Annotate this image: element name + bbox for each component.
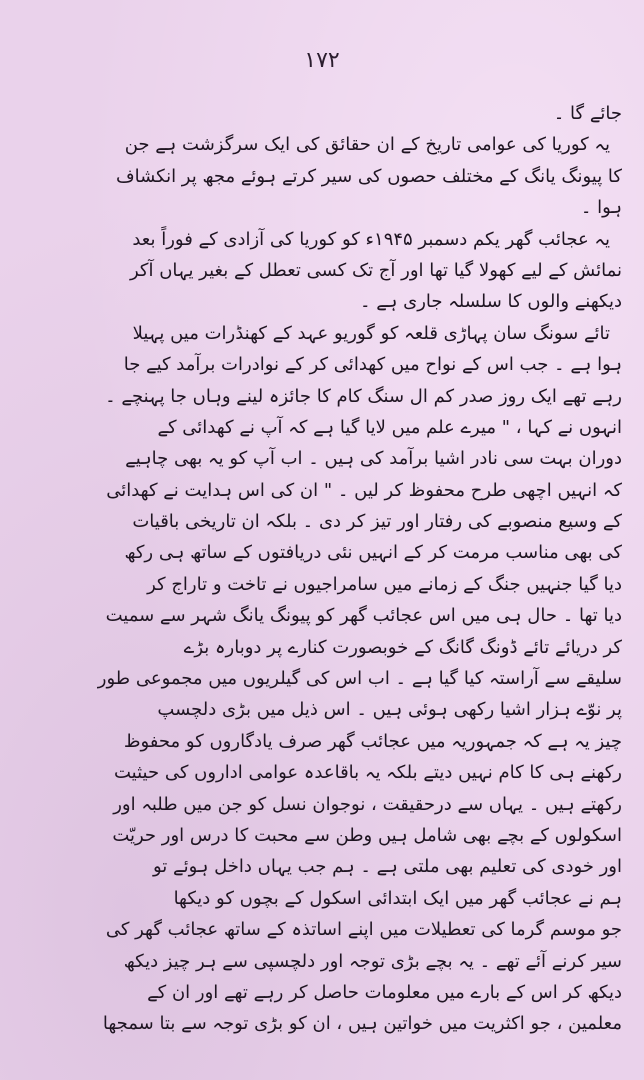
text-line: رکھتے ہیں ۔ یہاں سے درحقیقت ، نوجوان نسل کو جن میں طلبہ اور [113, 793, 622, 815]
text-line: کر دریائے تائے ڈونگ گانگ کے خوبصورت کنارے پر دوبارہ بڑے [183, 636, 622, 658]
text-line: معلمین ، جو اکثریت میں خواتین ہیں ، ان کو بڑی توجہ سے بتا سمجھا [102, 1013, 622, 1035]
text-line: کہ انہیں اچھی طرح محفوظ کر لیں ۔ " ان کی اس ہدایت نے کھدائی [106, 479, 622, 501]
text-line: دیا تھا ۔ حال ہی میں اس عجائب گھر کو پیونگ یانگ شہر سے سمیت [105, 605, 622, 627]
text-line: پر نوّے ہزار اشیا رکھی ہوئی ہیں ۔ اس ذیل میں بڑی دلچسپ [157, 699, 622, 721]
text-line: دوران بہت سی نادر اشیا برآمد کی ہیں ۔ اب آپ کو یہ بھی چاہیے [125, 448, 622, 470]
text-line: کا پیونگ یانگ کے مختلف حصوں کی سیر کرتے ہوئے مجھ پر انکشاف [115, 165, 622, 187]
text-line: کی بھی مناسب مرمت کر کے انہیں نئی دریافتوں کے ساتھ ہی رکھ [124, 542, 622, 564]
text-line: جو موسم گرما کی تعطیلات میں اپنے اساتذہ کے ساتھ عجائب گھر کی [105, 919, 622, 941]
text-line: سلیقے سے آراستہ کیا گیا ہے ۔ اب اس کی گیلریوں میں مجموعی طور [97, 668, 622, 690]
text-line: دیکھ کر اس کے بارے میں معلومات حاصل کر رہے تھے اور ان کے [147, 981, 622, 1003]
page-number: ۱۷۲ [304, 48, 340, 73]
text-line: دیا گیا جنہیں جنگ کے زمانے میں سامراجیوں نے تاخت و تاراج کر [147, 573, 622, 595]
text-line: ہم نے عجائب گھر میں ایک ابتدائی اسکول کے بچوں کو دیکھا [173, 887, 622, 909]
text-line: ہوا ہے ۔ جب اس کے نواح میں کھدائی کر کے نوادرات برآمد کیے جا [123, 354, 622, 376]
text-line: رہے تھے ایک روز صدر کم ال سنگ کام کا جائزہ لینے وہاں جا پہنچے ۔ [105, 385, 622, 407]
text-line: سیر کرنے آئے تھے ۔ یہ بچے بڑی توجہ اور دلچسپی سے ہر چیز دیکھ [123, 950, 622, 972]
text-line: رکھنے ہی کا کام نہیں دیتے بلکہ یہ باقاعدہ عوامی اداروں کی حیثیت [114, 762, 622, 784]
text-line: جائے گا ۔ [553, 103, 622, 124]
text-line: تائے سونگ سان پہاڑی قلعہ کو گوریو عہد کے کھنڈرات میں پہیلا [132, 322, 610, 344]
text-line: دیکھنے والوں کا سلسلہ جاری ہے ۔ [360, 291, 622, 313]
body-text [22, 98, 622, 1040]
text-line: چیز یہ ہے کہ جمہوریہ میں عجائب گھر صرف یادگاروں کو محفوظ [123, 730, 622, 752]
text-line: اسکولوں کے بچے بھی شامل ہیں وطن سے محبت کا درس اور حریّت [112, 824, 622, 846]
text-line: یہ کوریا کی عوامی تاریخ کے ان حقائق کی ایک سرگزشت ہے جن [124, 134, 610, 156]
text-line: نمائش کے لیے کھولا گیا تھا اور آج تک کسی تعطل کے بغیر یہاں آکر [129, 259, 622, 281]
text-line: کے وسیع منصوبے کی رفتار اور تیز کر دی ۔ بلکہ ان تاریخی باقیات [132, 511, 622, 533]
text-line: ہوا ۔ [580, 197, 622, 219]
text-line: انہوں نے کہا ، " میرے علم میں لایا گیا ہے کہ آپ نے کھدائی کے [157, 416, 622, 438]
text-line: یہ عجائب گھر یکم دسمبر ۱۹۴۵ء کو کوریا کی آزادی کے فوراً بعد [132, 228, 610, 250]
text-line: اور خودی کی تعلیم بھی ملتی ہے ۔ ہم جب یہاں داخل ہوئے تو [153, 856, 622, 878]
